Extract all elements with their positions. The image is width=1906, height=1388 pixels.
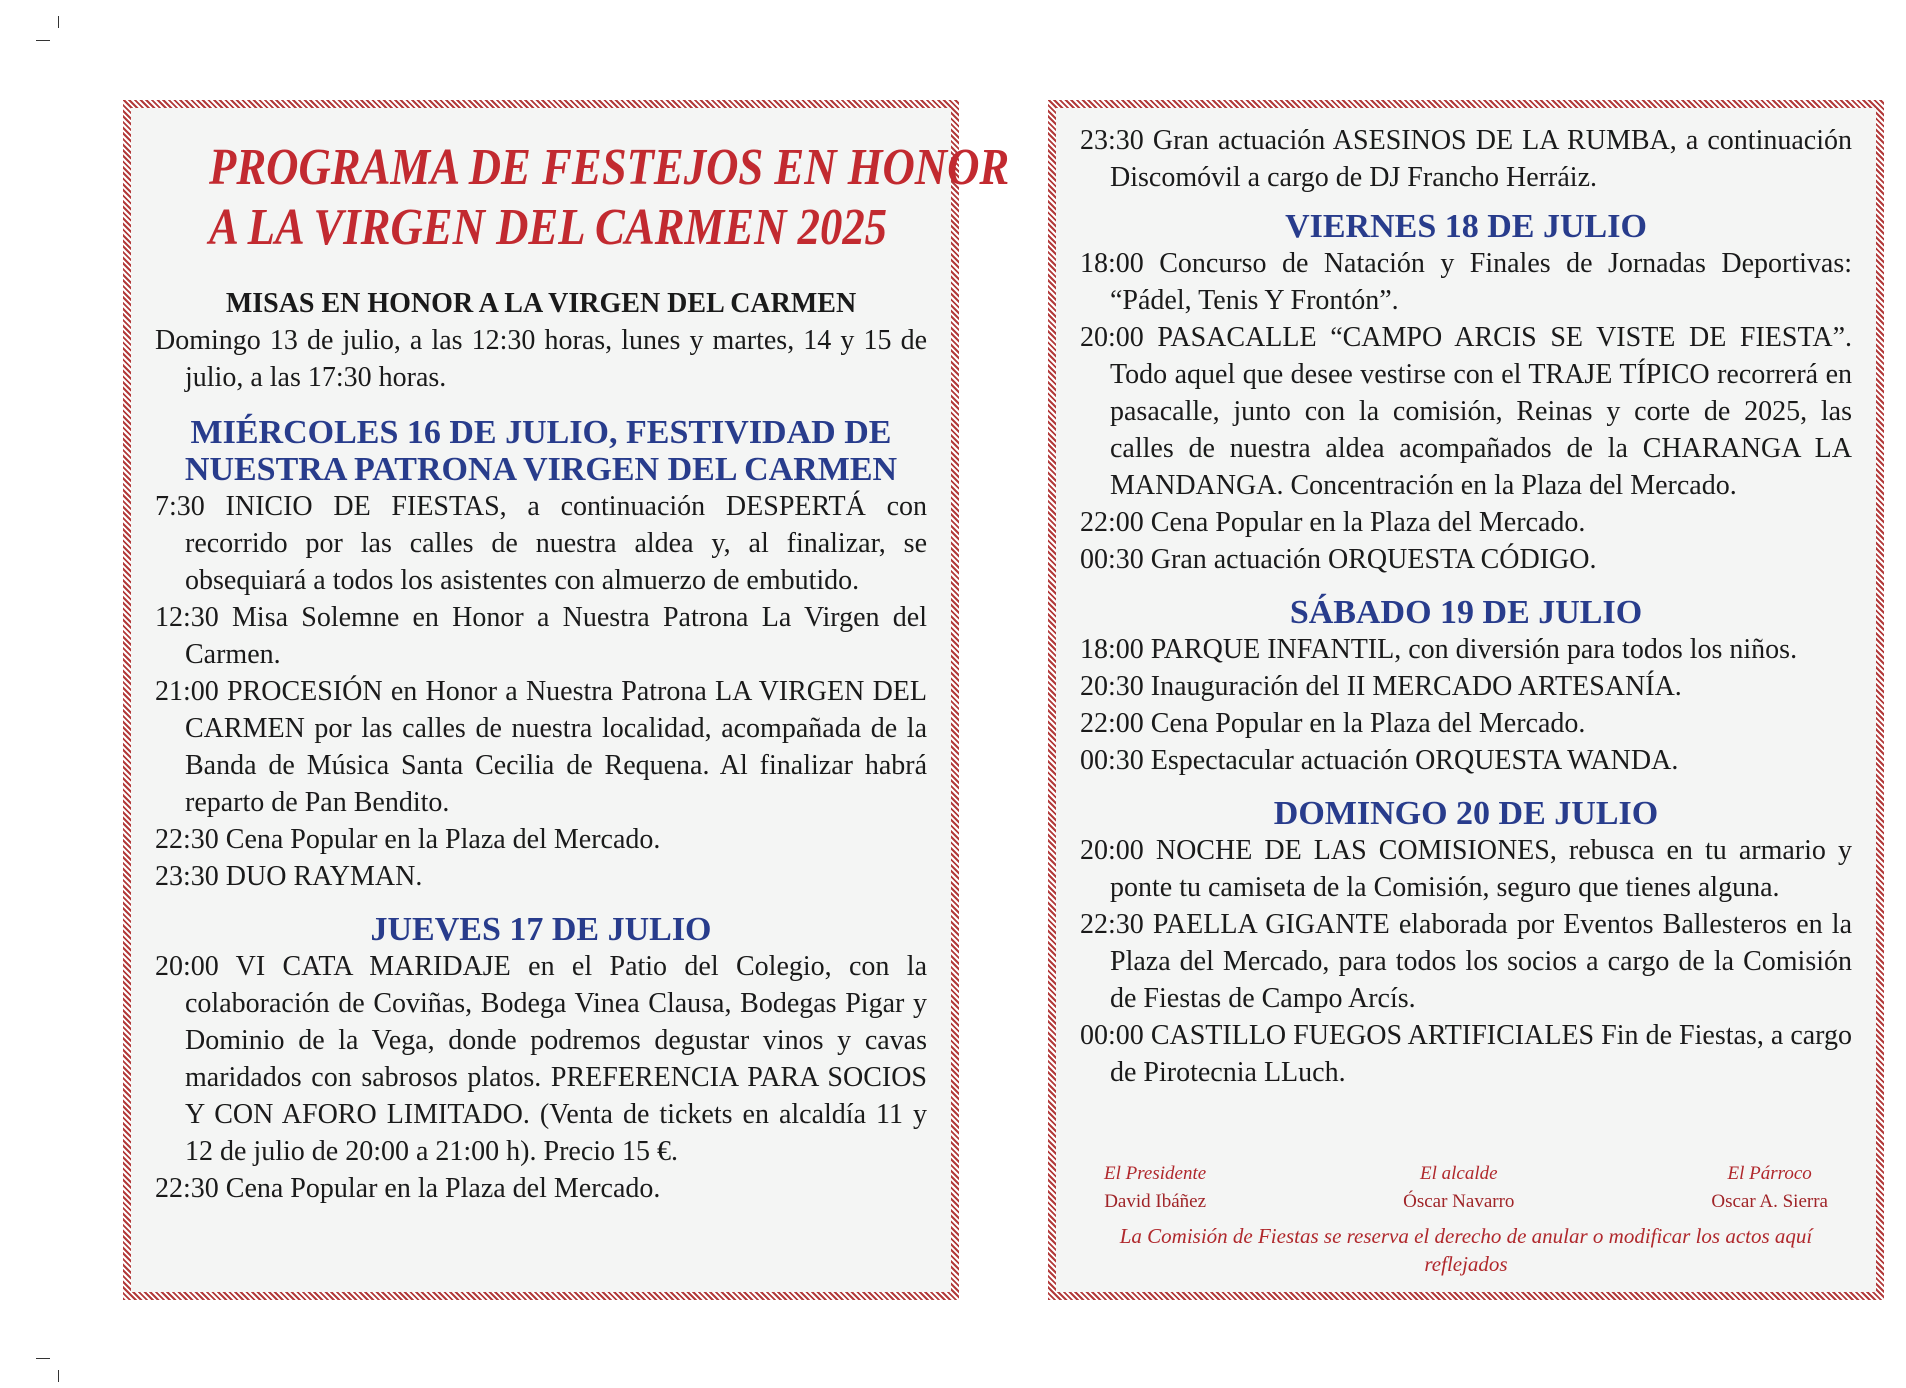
crop-mark xyxy=(58,16,59,28)
signature-parroco xyxy=(1711,1160,1828,1216)
signature-role: El Presidente xyxy=(1104,1163,1207,1184)
signature-name: David Ibáñez xyxy=(1104,1191,1206,1212)
schedule-entry: 18:00 Concurso de Natación y Finales de Jornadas Deportivas: “Pádel, Tenis Y Frontón”. xyxy=(1080,248,1852,316)
signature-alcalde xyxy=(1403,1160,1514,1216)
day17-heading: JUEVES 17 DE JULIO xyxy=(370,911,712,948)
right-panel xyxy=(1048,100,1884,1300)
right-panel-content xyxy=(1056,108,1876,1292)
schedule-entry: 00:30 Gran actuación ORQUESTA CÓDIGO. xyxy=(1080,544,1597,575)
signature-role: El Párroco xyxy=(1727,1163,1812,1184)
program-title-line: PROGRAMA DE FESTEJOS EN HONOR xyxy=(209,139,1010,196)
left-panel xyxy=(123,100,1010,1300)
schedule-entry: 18:00 PARQUE INFANTIL, con diversión para todos los niños. xyxy=(1080,634,1798,665)
schedule-entry: 23:30 Gran actuación ASESINOS DE LA RUMBA, a continuación Discomóvil a cargo de DJ Francho Herráiz. xyxy=(1080,125,1852,193)
signature-name: Oscar A. Sierra xyxy=(1711,1191,1828,1212)
schedule-entry: 20:00 VI CATA MARIDAJE en el Patio del Colegio, con la colaboración de Coviñas, Bodega Vinea Clausa, Bodegas Pigar y Dominio de la Vega, donde podremos degustar vinos y cavas maridados con sabrosos platos. PREFERENCIA PARA SOCIOS Y CON AFORO LIMITADO. (Venta de tickets en alcaldía 11 y 12 de julio de 20:00 a 21:00 h). Precio 15 €. xyxy=(155,951,927,1167)
signature-role: El alcalde xyxy=(1420,1163,1498,1184)
schedule-entry: 12:30 Misa Solemne en Honor a Nuestra Patrona La Virgen del Carmen. xyxy=(155,602,927,670)
day18-heading: VIERNES 18 DE JULIO xyxy=(1285,208,1647,245)
signature-row xyxy=(1080,1160,1852,1216)
schedule-entry: 20:00 NOCHE DE LAS COMISIONES, rebusca en tu armario y ponte tu camiseta de la Comisión, seguro que tienes alguna. xyxy=(1080,835,1852,903)
schedule-entry: 22:30 Cena Popular en la Plaza del Mercado. xyxy=(155,824,661,855)
crop-mark xyxy=(36,40,50,41)
schedule-entry: 00:00 CASTILLO FUEGOS ARTIFICIALES Fin de Fiestas, a cargo de Pirotecnia LLuch. xyxy=(1080,1020,1852,1088)
schedule-entry: 22:00 Cena Popular en la Plaza del Mercado. xyxy=(1080,708,1586,739)
left-panel-content xyxy=(131,108,1010,1292)
day19-heading: SÁBADO 19 DE JULIO xyxy=(1289,594,1643,631)
day16-heading-line: MIÉRCOLES 16 DE JULIO, FESTIVIDAD DE xyxy=(190,414,892,451)
signature-presidente xyxy=(1104,1160,1206,1216)
schedule-entry: 7:30 INICIO DE FIESTAS, a continuación DESPERTÁ con recorrido por las calles de nuestra aldea y, al finalizar, se obsequiará a todos los asistentes con almuerzo de embutido. xyxy=(155,491,927,596)
program-title-line: A LA VIRGEN DEL CARMEN 2025 xyxy=(209,199,888,256)
misas-text: Domingo 13 de julio, a las 12:30 horas, lunes y martes, 14 y 15 de julio, a las 17:30 horas. xyxy=(155,325,927,393)
program-title xyxy=(209,138,1010,258)
disclaimer: La Comisión de Fiestas se reserva el derecho de anular o modificar los actos aquí reflejados xyxy=(1119,1224,1813,1276)
schedule-entry: 23:30 DUO RAYMAN. xyxy=(155,861,423,892)
schedule-entry: 22:30 PAELLA GIGANTE elaborada por Eventos Ballesteros en la Plaza del Mercado, para todos los socios a cargo de la Comisión de Fiestas de Campo Arcís. xyxy=(1080,909,1852,1014)
schedule-entry: 21:00 PROCESIÓN en Honor a Nuestra Patrona LA VIRGEN DEL CARMEN por las calles de nuestra localidad, acompañada de la Banda de Música Santa Cecilia de Requena. Al finalizar habrá reparto de Pan Bendito. xyxy=(155,676,927,818)
day16-heading xyxy=(155,414,927,488)
schedule-entry: 20:30 Inauguración del II MERCADO ARTESANÍA. xyxy=(1080,671,1682,702)
signature-name: Óscar Navarro xyxy=(1403,1191,1515,1212)
schedule-entry: 22:00 Cena Popular en la Plaza del Mercado. xyxy=(1080,507,1586,538)
day16-heading-line: NUESTRA PATRONA VIRGEN DEL CARMEN xyxy=(184,451,898,488)
schedule-entry: 20:00 PASACALLE “CAMPO ARCIS SE VISTE DE FIESTA”. Todo aquel que desee vestirse con el TRAJE TÍPICO recorrerá en pasacalle, junto con la comisión, Reinas y corte de 2025, las calles de nuestra aldea acompañados de la CHARANGA LA MANDANGA. Concentración en la Plaza del Mercado. xyxy=(1080,322,1852,501)
crop-mark xyxy=(36,1358,50,1359)
signatures-block xyxy=(1080,1160,1852,1278)
day20-heading: DOMINGO 20 DE JULIO xyxy=(1273,795,1659,832)
misas-heading: MISAS EN HONOR A LA VIRGEN DEL CARMEN xyxy=(225,288,857,319)
schedule-entry: 22:30 Cena Popular en la Plaza del Mercado. xyxy=(155,1173,661,1204)
schedule-entry: 00:30 Espectacular actuación ORQUESTA WANDA. xyxy=(1080,745,1679,776)
crop-mark xyxy=(58,1370,59,1382)
